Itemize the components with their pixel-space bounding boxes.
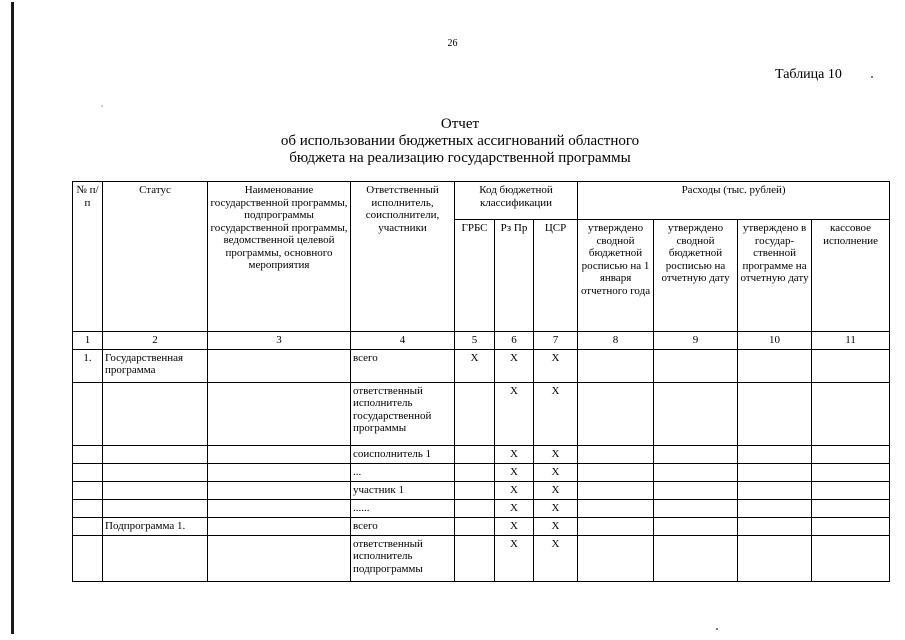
header-approved-jan: утверждено сводной бюджетной росписью на 1 января отчетного года (578, 220, 654, 332)
column-number: 3 (208, 332, 351, 350)
row-grbs (455, 517, 495, 535)
row-value (738, 463, 812, 481)
table-label: Таблица 10 (775, 67, 842, 82)
table-row (73, 463, 890, 481)
row-name (208, 445, 351, 463)
row-num: 1. (73, 349, 103, 382)
row-name (208, 382, 351, 445)
row-rzpr: Х (495, 349, 534, 382)
row-csr: Х (534, 517, 578, 535)
header-grbs: ГРБС (455, 220, 495, 332)
row-num (73, 481, 103, 499)
row-value (654, 535, 738, 581)
row-value (578, 382, 654, 445)
row-csr: Х (534, 349, 578, 382)
row-value (654, 499, 738, 517)
column-number: 2 (103, 332, 208, 350)
row-value (654, 517, 738, 535)
header-approved-program: утверждено в государ-ственной программе на отчетную дату (738, 220, 812, 332)
row-value (738, 499, 812, 517)
row-value (654, 382, 738, 445)
column-number: 9 (654, 332, 738, 350)
report-table (72, 181, 890, 582)
row-value (578, 481, 654, 499)
column-number: 10 (738, 332, 812, 350)
page-number: 26 (447, 38, 458, 49)
row-value (654, 349, 738, 382)
row-name (208, 499, 351, 517)
row-executor: участник 1 (351, 481, 455, 499)
title-line-1: Отчет (440, 116, 480, 132)
row-grbs: Х (455, 349, 495, 382)
row-value (654, 463, 738, 481)
row-executor: ... (351, 463, 455, 481)
row-name (208, 517, 351, 535)
row-value (578, 535, 654, 581)
row-executor: ответственный исполнитель подпрограммы (351, 535, 455, 581)
row-value (812, 481, 890, 499)
row-value (812, 349, 890, 382)
row-status (103, 499, 208, 517)
row-num (73, 499, 103, 517)
column-number: 1 (73, 332, 103, 350)
column-number: 6 (495, 332, 534, 350)
row-value (812, 382, 890, 445)
row-executor: всего (351, 517, 455, 535)
row-value (738, 517, 812, 535)
row-value (578, 445, 654, 463)
scan-speck (871, 76, 873, 78)
row-value (738, 349, 812, 382)
row-rzpr: Х (495, 535, 534, 581)
row-value (578, 463, 654, 481)
row-value (738, 382, 812, 445)
row-num (73, 382, 103, 445)
row-name (208, 481, 351, 499)
header-csr: ЦСР (534, 220, 578, 332)
row-grbs (455, 463, 495, 481)
row-csr: Х (534, 445, 578, 463)
row-value (812, 535, 890, 581)
title-line-3: бюджета на реализацию государственной программы (289, 150, 631, 166)
row-grbs (455, 481, 495, 499)
row-rzpr: Х (495, 517, 534, 535)
row-rzpr: Х (495, 481, 534, 499)
header-budget-code: Код бюджетной классификации (455, 182, 578, 220)
row-executor: ответственный исполнитель государственной программы (351, 382, 455, 445)
row-status: Государственная программа (103, 349, 208, 382)
row-num (73, 535, 103, 581)
header-expenses: Расходы (тыс. рублей) (578, 182, 890, 220)
row-value (738, 445, 812, 463)
table-row (73, 349, 890, 382)
row-num (73, 463, 103, 481)
row-value (738, 535, 812, 581)
row-value (738, 481, 812, 499)
row-value (654, 481, 738, 499)
row-csr: Х (534, 481, 578, 499)
report-title (200, 116, 720, 167)
row-value (812, 517, 890, 535)
row-rzpr: Х (495, 382, 534, 445)
row-name (208, 463, 351, 481)
table-row (73, 445, 890, 463)
scan-left-edge (11, 2, 14, 634)
row-name (208, 535, 351, 581)
row-grbs (455, 382, 495, 445)
row-executor: всего (351, 349, 455, 382)
row-value (578, 517, 654, 535)
row-name (208, 349, 351, 382)
table-row (73, 382, 890, 445)
table-row (73, 481, 890, 499)
row-status: Подпрограмма 1. (103, 517, 208, 535)
row-num (73, 445, 103, 463)
row-grbs (455, 445, 495, 463)
header-executor: Ответственный исполнитель, соисполнители, участники (351, 182, 455, 332)
column-number: 8 (578, 332, 654, 350)
row-rzpr: Х (495, 499, 534, 517)
scan-speck (101, 105, 103, 107)
row-csr: Х (534, 463, 578, 481)
table-row (73, 535, 890, 581)
row-executor: ...... (351, 499, 455, 517)
row-status (103, 463, 208, 481)
row-value (578, 499, 654, 517)
header-status: Статус (103, 182, 208, 332)
column-number: 7 (534, 332, 578, 350)
row-csr: Х (534, 499, 578, 517)
scan-speck (716, 628, 718, 630)
row-csr: Х (534, 535, 578, 581)
row-grbs (455, 535, 495, 581)
row-value (812, 445, 890, 463)
header-approved-report: утверждено сводной бюджетной росписью на отчетную дату (654, 220, 738, 332)
row-value (812, 499, 890, 517)
table-row (73, 499, 890, 517)
row-status (103, 445, 208, 463)
row-grbs (455, 499, 495, 517)
row-rzpr: Х (495, 445, 534, 463)
column-number: 5 (455, 332, 495, 350)
column-number: 4 (351, 332, 455, 350)
row-value (654, 445, 738, 463)
row-csr: Х (534, 382, 578, 445)
header-num: № п/п (73, 182, 103, 332)
row-num (73, 517, 103, 535)
title-line-2: об использовании бюджетных ассигнований областного (280, 133, 640, 149)
row-value (578, 349, 654, 382)
header-name: Наименование государственной программы, подпрограммы государственной программы, ведомственной целевой программы, основного мероприятия (208, 182, 351, 332)
row-value (812, 463, 890, 481)
row-status (103, 481, 208, 499)
header-cash: кассовое исполнение (812, 220, 890, 332)
row-status (103, 535, 208, 581)
column-number: 11 (812, 332, 890, 350)
header-rzpr: Рз Пр (495, 220, 534, 332)
row-executor: соисполнитель 1 (351, 445, 455, 463)
table-row (73, 517, 890, 535)
row-status (103, 382, 208, 445)
row-rzpr: Х (495, 463, 534, 481)
